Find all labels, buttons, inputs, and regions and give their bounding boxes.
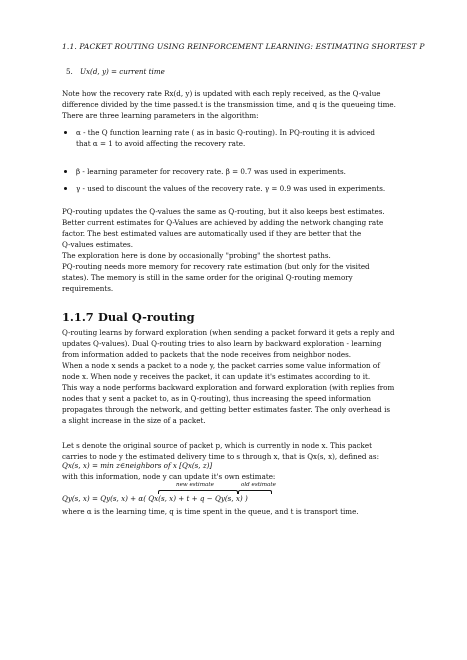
text-line: PQ-routing updates the Q-values the same as Q-routing, but it also keeps best estimates.: [62, 207, 385, 216]
new-estimate-label: new estimate: [176, 482, 214, 488]
section-title: Dual Q-routing: [98, 310, 195, 324]
intro-paragraph: [62, 88, 408, 121]
bullet-beta: [62, 166, 462, 177]
formula-text: Qy(s, x) = Qy(s, x) + α( Qx(s, x) + t + q − Qy(s, x) ): [62, 494, 248, 503]
text-line: PQ-routing needs more memory for recovery rate estimation (but only for the visited: [62, 262, 370, 271]
text-line: Q-values estimates.: [62, 240, 133, 249]
bullet-dot: [64, 131, 67, 134]
text-line: carries to node y the estimated delivery time to s through x, that is Qx(s, x), defined as:: [62, 452, 379, 461]
text-line: states). The memory is still in the same order for the original Q-routing memory: [62, 273, 353, 282]
text-line: β - learning parameter for recovery rate. β = 0.7 was used in experiments.: [76, 167, 346, 176]
dual-routing-paragraph: [62, 327, 408, 426]
item-text: Ux(d, y) = current time: [80, 67, 165, 76]
text-line: a slight increase in the size of a packet.: [62, 416, 206, 425]
enumerated-item-5: [66, 67, 165, 76]
formula-bridge-text: with this information, node y can update it's own estimate:: [62, 472, 276, 481]
bullet-alpha: [62, 127, 462, 149]
text-line: nodes that y sent a packet to, as in Q-routing), thus increasing the speed information: [62, 394, 371, 403]
text-line: node x. When node y receives the packet, it can update it's estimates according to it.: [62, 372, 371, 381]
item-number: 5.: [66, 67, 73, 76]
text-line: Better current estimates for Q-Values are achieved by adding the network changing rate: [62, 218, 384, 227]
formula-intro-paragraph: [62, 440, 408, 462]
text-line: propagates through the network, and getting better estimates faster. The only overhead is: [62, 405, 391, 414]
text-line: The exploration here is done by occasionally "probing" the shortest paths.: [62, 251, 331, 260]
pq-routing-paragraph: [62, 206, 408, 294]
text-line: Note how the recovery rate Rx(d, y) is updated with each reply received, as the Q-value: [62, 89, 381, 98]
text-line: Let s denote the original source of packet p, which is currently in node x. This packet: [62, 441, 372, 450]
update-formula: [62, 494, 248, 503]
bullet-dot: [64, 187, 67, 190]
text-line: Q-routing learns by forward exploration (when sending a packet forward it gets a reply and: [62, 328, 395, 337]
formula-explanation: where α is the learning time, q is time spent in the queue, and t is transport time.: [62, 507, 359, 516]
text-line: that α = 1 to avoid affecting the recovery rate.: [76, 139, 246, 148]
text-line: difference divided by the time passed.t is the transmission time, and q is the queueing time.: [62, 100, 396, 109]
running-head: 1.1. PACKET ROUTING USING REINFORCEMENT LEARNING: ESTIMATING SHORTEST P: [62, 42, 425, 51]
bullet-dot: [64, 170, 67, 173]
bullet-gamma: [62, 183, 462, 194]
min-estimate-formula: [62, 461, 212, 470]
text-line: This way a node performs backward exploration and forward exploration (with replies from: [62, 383, 395, 392]
formula-text: Qx(s, x) = min z∈neighbors of x [Qx(s, z)]: [62, 461, 213, 470]
text-line: There are three learning parameters in the algorithm:: [62, 111, 259, 120]
text-line: updates Q-values). Dual Q-routing tries to also learn by backward exploration - learning: [62, 339, 382, 348]
text-line: from information added to packets that the node receives from neighbor nodes.: [62, 350, 352, 359]
section-number: 1.1.7: [62, 310, 94, 324]
text-line: factor. The best estimated values are automatically used if they are better that the: [62, 229, 362, 238]
text-line: When a node x sends a packet to a node y, the packet carries some value information of: [62, 361, 380, 370]
text-line: α - the Q function learning rate ( as in basic Q-routing). In PQ-routing it is adviced: [76, 128, 376, 137]
section-heading: [62, 310, 195, 324]
text-line: requirements.: [62, 284, 114, 293]
old-estimate-label: old estimate: [241, 482, 276, 488]
text-line: γ - used to discount the values of the recovery rate. γ = 0.9 was used in experiments.: [76, 184, 386, 193]
